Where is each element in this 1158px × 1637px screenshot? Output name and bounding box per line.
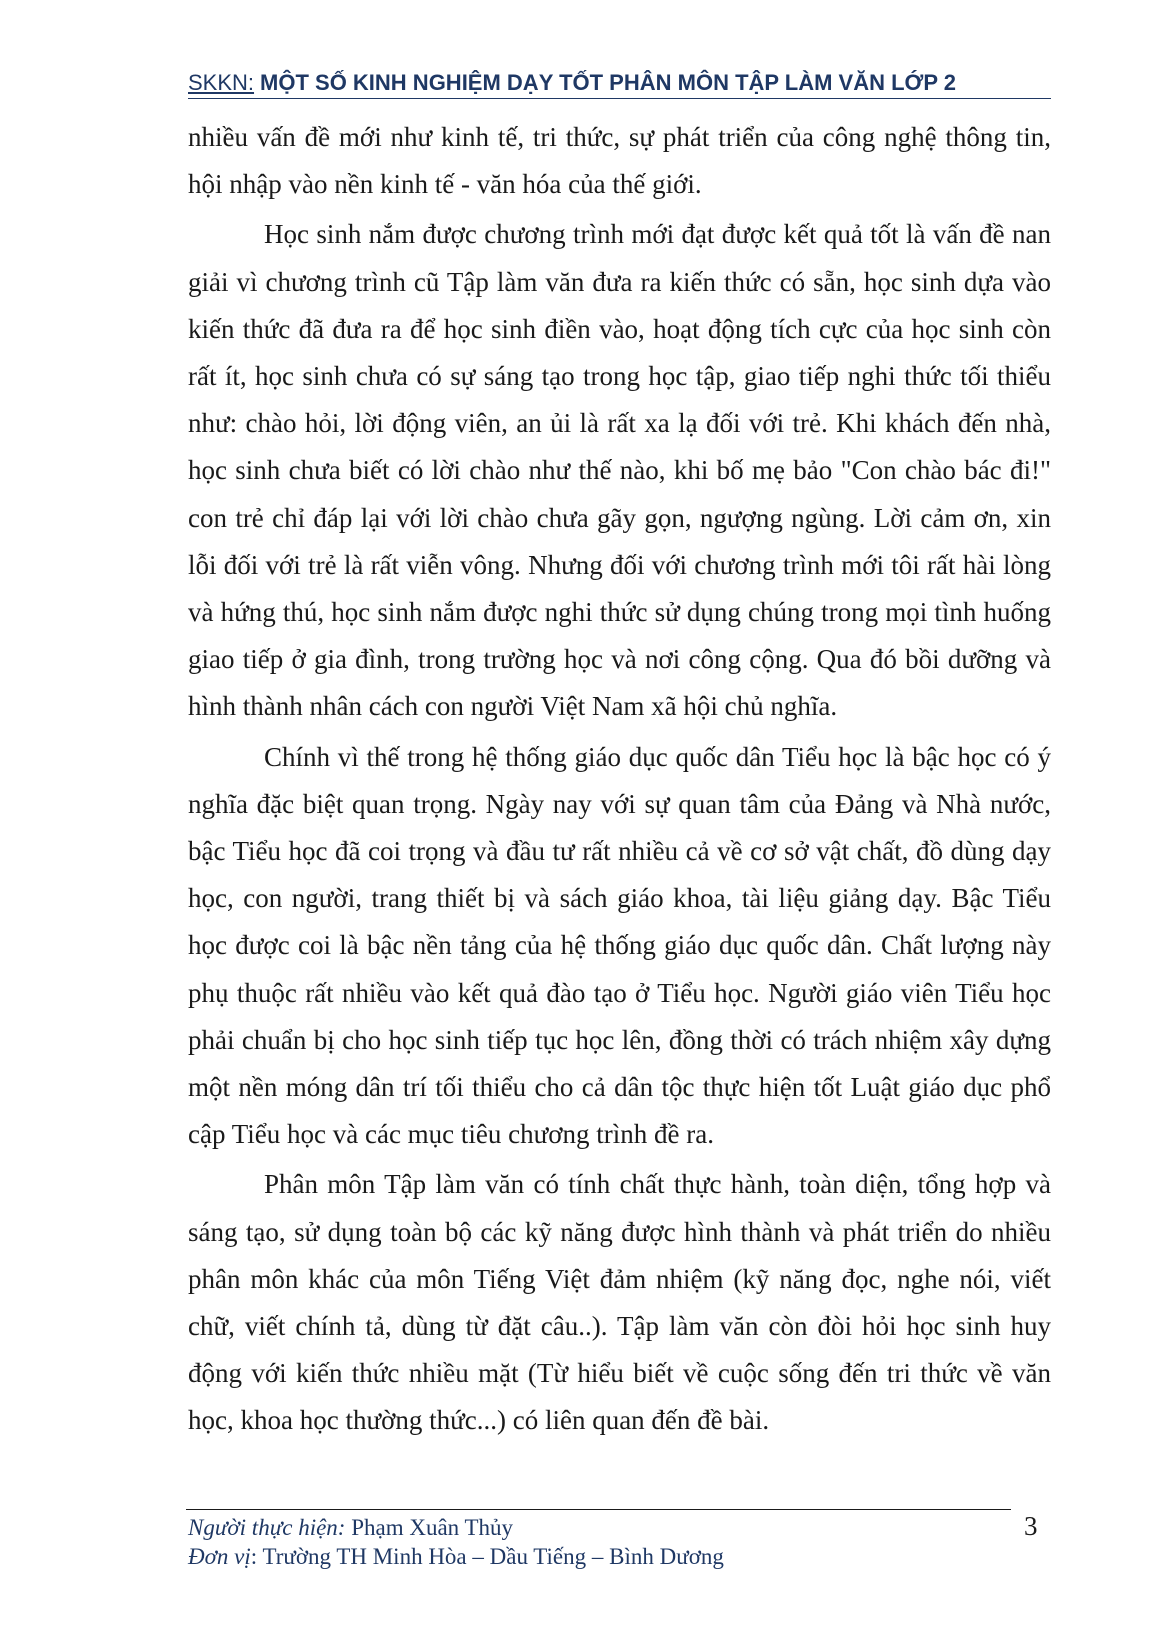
paragraph-primary-education: Chính vì thế trong hệ thống giáo dục quốc dân Tiểu học là bậc học có ý nghĩa đặc biệt quan trọng. Ngày nay với sự quan tâm của Đảng và Nhà nước, bậc Tiểu học đã coi trọng và đầu tư rất nhiều cả về cơ sở vật chất, đồ dùng dạy học, con người, trang thiết bị và sách giáo khoa, tài liệu giảng dạy. Bậc Tiểu học được coi là bậc nền tảng của hệ thống giáo dục quốc dân. Chất lượng này phụ thuộc rất nhiều vào kết quả đào tạo ở Tiểu học. Người giáo viên Tiểu học phải chuẩn bị cho học sinh tiếp tục học lên, đồng thời có trách nhiệm xây dựng một nền móng dân trí tối thiểu cho cả dân tộc thực hiện tốt Luật giáo dục phổ cập Tiểu học và các mục tiêu chương trình đề ra.	[188, 741, 1051, 1150]
page-header	[188, 68, 1051, 99]
paragraph-composition-subject: Phân môn Tập làm văn có tính chất thực hành, toàn diện, tổng hợp và sáng tạo, sử dụng toàn bộ các kỹ năng được hình thành và phát triển do nhiều phân môn khác của môn Tiếng Việt đảm nhiệm (kỹ năng đọc, nghe nói, viết chữ, viết chính tả, dùng từ đặt câu..). Tập làm văn còn đòi hỏi học sinh huy động với kiến thức nhiều mặt (Từ hiểu biết về cuộc sống đến tri thức về văn học, khoa học thường thức...) có liên quan đến đề bài.	[188, 1169, 1051, 1436]
header-prefix: SKKN:	[188, 70, 255, 95]
footer-author-name: Phạm Xuân Thủy	[351, 1515, 514, 1540]
header-title: MỘT SỐ KINH NGHIỆM DẠY TỐT PHÂN MÔN TẬP LÀM VĂN LỚP 2	[260, 70, 956, 95]
footer-author-line	[188, 1513, 1058, 1542]
page-footer	[188, 1513, 1058, 1571]
paragraph-new-program: Học sinh nắm được chương trình mới đạt được kết quả tốt là vấn đề nan giải vì chương trình cũ Tập làm văn đưa ra kiến thức có sẵn, học sinh dựa vào kiến thức đã đưa ra để học sinh điền vào, hoạt động tích cực của học sinh còn rất ít, học sinh chưa có sự sáng tạo trong học tập, giao tiếp nghi thức tối thiểu như: chào hỏi, lời động viên, an ủi là rất xa lạ đối với trẻ. Khi khách đến nhà, học sinh chưa biết có lời chào như thế nào, khi bố mẹ bảo "Con chào bác đi!" con trẻ chỉ đáp lại với lời chào chưa gãy gọn, ngượng ngùng. Lời cảm ơn, xin lỗi đối với trẻ là rất viễn vông. Nhưng đối với chương trình mới tôi rất hài lòng và hứng thú, học sinh nắm được nghi thức sử dụng chúng trong mọi tình huống giao tiếp ở gia đình, trong trường học và nơi công cộng. Qua đó bồi dưỡng và hình thành nhân cách con người Việt Nam xã hội chủ nghĩa.	[188, 219, 1051, 722]
footer-author-label: Người thực hiện:	[188, 1515, 346, 1540]
page-number: 3	[1024, 1511, 1038, 1541]
footer-unit-value: : Trường TH Minh Hòa – Dầu Tiếng – Bình Dương	[250, 1544, 724, 1569]
paragraph-continuation: nhiều vấn đề mới như kinh tế, tri thức, sự phát triển của công nghệ thông tin, hội nhập vào nền kinh tế - văn hóa của thế giới.	[188, 122, 1051, 200]
document-body	[188, 114, 1051, 1448]
footer-unit-line	[188, 1542, 1058, 1571]
footer-divider	[186, 1509, 1011, 1510]
footer-unit-label: Đơn vị	[188, 1544, 251, 1569]
